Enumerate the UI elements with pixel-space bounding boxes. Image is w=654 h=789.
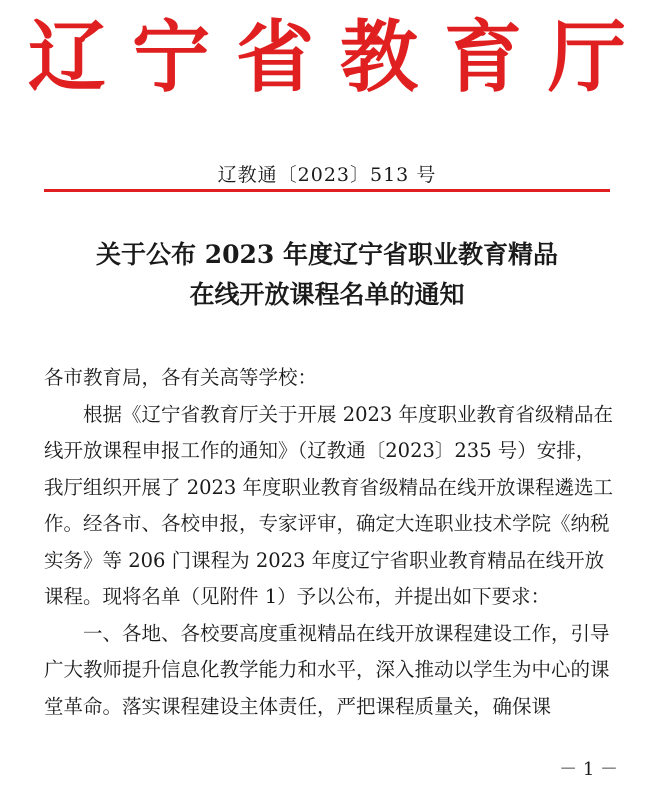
org-name: 辽宁省教育厅 [27, 12, 652, 103]
red-divider-line [44, 189, 610, 192]
page-number: － 1 － [559, 759, 618, 780]
title-line-1: 关于公布 2023 年度辽宁省职业教育精品 [96, 240, 558, 269]
document-number: 辽教通〔2023〕513 号 [217, 164, 437, 186]
salutation: 各市教育局，各有关高等学校： [44, 366, 318, 389]
paragraph-1: 根据《辽宁省教育厅关于开展 2023 年度职业教育省级精品在线开放课程申报工作的通知》（辽教通〔2023〕235 号）安排，我厅组织开展了 2023 年度职业教育省级精品在线开放课程遴选工作。经各市、各校申报，专家评审，确定大连职业技术学院《纳税实务》等 206 门课程为 2023 年度辽宁省职业教育精品在线开放课程。现将名单（见附件 1）予以公布，并提出如下要求： [44, 402, 614, 608]
document-title [0, 235, 654, 315]
paragraph-2: 一、各地、各校要高度重视精品在线开放课程建设工作，引导广大教师提升信息化教学能力和水平，深入推动以学生为中心的课堂革命。落实课程建设主体责任，严把课程质量关，确保课 [44, 621, 610, 718]
masthead [0, 8, 654, 108]
document-body [44, 360, 614, 725]
title-line-2: 在线开放课程名单的通知 [189, 280, 465, 309]
